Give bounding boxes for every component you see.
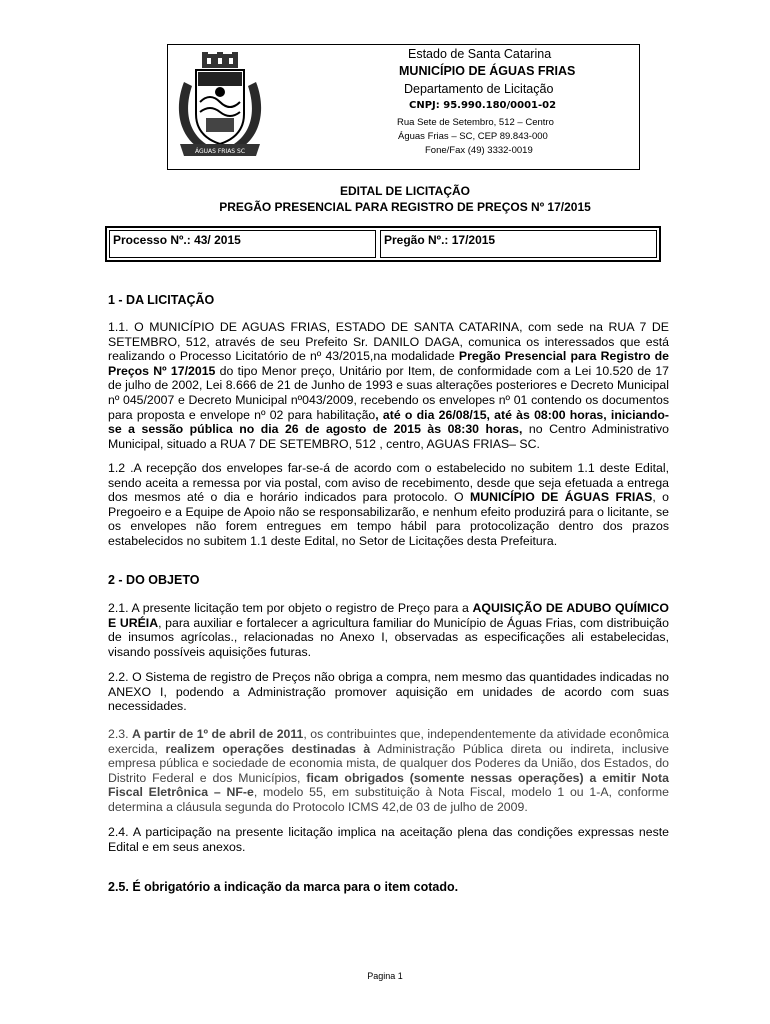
process-number: Processo Nº.: 43/ 2015 bbox=[109, 230, 376, 258]
state-name: Estado de Santa Catarina bbox=[408, 47, 552, 61]
paragraph-1-2: 1.2 .A recepção dos envelopes far-se-á de acordo com o estabelecido no subitem 1.1 deste Edital, sendo aceita a remessa por via postal, com aviso de recebimento, desde que seja efetuada a entrega dos mesmos até o dia e horário indicados para protocolo. O MUNICÍPIO DE ÁGUAS FRIAS, o Pregoeiro e a Equipe de Apoio não se responsabilizarão, e nenhum efeito produzirá para o licitante, se os envelopes não forem entregues em tempo hábil para protocolização dentro dos prazos estabelecidos no subitem 1.1 deste Edital, no Setor de Licitações desta Prefeitura. bbox=[108, 461, 669, 548]
pregao-number: Pregão Nº.: 17/2015 bbox=[380, 230, 657, 258]
paragraph-2-2: 2.2. O Sistema de registro de Preços não obriga a compra, nem mesmo das quantidades indicadas no ANEXO I, podendo a Administração promover aquisição em unidades de acordo com suas necessidades. bbox=[108, 670, 669, 714]
paragraph-2-5: 2.5. É obrigatório a indicação da marca para o item cotado. bbox=[108, 880, 459, 894]
municipality-name: MUNICÍPIO DE ÁGUAS FRIAS bbox=[399, 64, 576, 78]
paragraph-2-1: 2.1. A presente licitação tem por objeto o registro de Preço para a AQUISIÇÃO DE ADUBO QUÍMICO E URÉIA, para auxiliar e fortalecer a agricultura familiar do Município de Águas Frias, com distribuição de insumos agrícolas., relacionadas no Anexo I, observadas as especificações ali estabelecidas, visando possíveis aquisições futuras. bbox=[108, 601, 669, 659]
paragraph-2-3: 2.3. A partir de 1º de abril de 2011, os contribuintes que, independentemente da atividade econômica exercida, realizem operações destinadas à Administração Pública direta ou indireta, inclusive empresa pública e sociedade de economia mista, de qualquer dos Poderes da União, dos Estados, do Distrito Federal e dos Municípios, ficam obrigados (somente nessas operações) a emitir Nota Fiscal Eletrônica – NF-e, modelo 55, em substituição à Nota Fiscal, modelo 1 ou 1-A, conforme determina a cláusula segunda do Protocolo ICMS 42,de 03 de julho de 2009. bbox=[108, 727, 669, 814]
address-line-2: Águas Frias – SC, CEP 89.843-000 bbox=[398, 131, 548, 142]
paragraph-1-1: 1.1. O MUNICÍPIO DE AGUAS FRIAS, ESTADO DE SANTA CATARINA, com sede na RUA 7 DE SETEMBRO, 512, através de seu Prefeito Sr. DANILO DAGA, comunica os interessados que está realizando o Processo Licitatório de nº 43/2015,na modalidade Pregão Presencial para Registro de Preços Nº 17/2015 do tipo Menor preço, Unitário por Item, de conformidade com a Lei 10.520 de 17 de julho de 2002, Lei 8.666 de 21 de Junho de 1993 e suas alterações posteriores e Decreto Municipal nº 045/2007 e Decreto Municipal nº043/2009, recebendo os envelopes nº 01 contendo os documentos para proposta e envelope nº 02 para habilitação, até o dia 26/08/15, até às 08:00 horas, iniciando-se a sessão pública no dia 26 de agosto de 2015 às 08:30 horas, no Centro Administrativo Municipal, situado a RUA 7 DE SETEMBRO, 512 , centro, AGUAS FRIAS– SC. bbox=[108, 320, 670, 451]
page-number: Pagina 1 bbox=[367, 971, 403, 981]
municipal-coat-of-arms bbox=[172, 52, 268, 162]
address-line-1: Rua Sete de Setembro, 512 – Centro bbox=[397, 117, 554, 128]
process-info-table bbox=[105, 226, 661, 262]
document-subtitle: PREGÃO PRESENCIAL PARA REGISTRO DE PREÇOS Nº 17/2015 bbox=[219, 200, 591, 214]
crest-banner-text: ÁGUAS FRIAS SC bbox=[194, 148, 246, 155]
department-name: Departamento de Licitação bbox=[404, 82, 554, 96]
cnpj-number: CNPJ: 95.990.180/0001-02 bbox=[409, 100, 557, 111]
section-2-heading: 2 - DO OBJETO bbox=[108, 573, 200, 587]
section-1-heading: 1 - DA LICITAÇÃO bbox=[108, 293, 215, 307]
paragraph-2-4: 2.4. A participação na presente licitação implica na aceitação plena das condições expressas neste Edital e em seus anexos. bbox=[108, 825, 669, 854]
document-title: EDITAL DE LICITAÇÃO bbox=[340, 184, 470, 198]
phone-fax: Fone/Fax (49) 3332-0019 bbox=[425, 145, 533, 156]
